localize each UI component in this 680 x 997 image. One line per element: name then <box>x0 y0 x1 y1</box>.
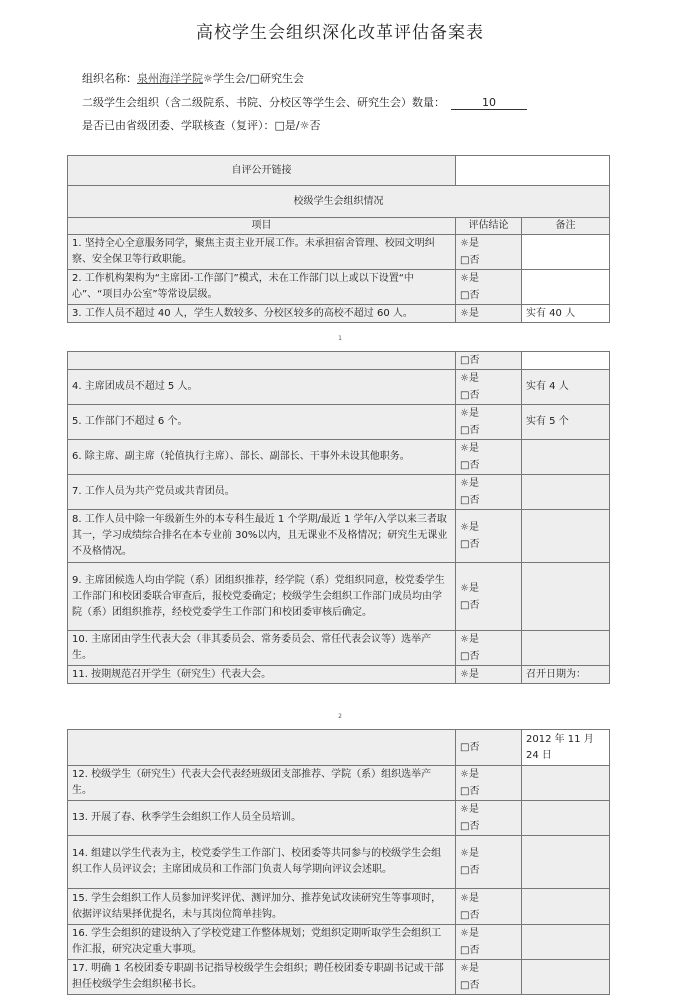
page-title: 高校学生会组织深化改革评估备案表 <box>196 23 484 43</box>
header-remark: 备注 <box>522 218 610 235</box>
row-text: 13. 开展了春、秋季学生会组织工作人员全员培训。 <box>68 801 456 836</box>
yes-option[interactable]: ☼是 <box>460 308 479 319</box>
table-row <box>68 405 610 440</box>
yes-option[interactable]: ☼是 <box>460 928 479 939</box>
row-remark <box>522 801 610 836</box>
table-row <box>68 270 610 305</box>
row-text: 1. 坚持全心全意服务同学，聚焦主责主业开展工作。未承担宿舍管理、校园文明纠察、安全保卫等行政职能。 <box>68 235 456 270</box>
row-text: 2. 工作机构架构为“主席团-工作部门”模式，未在工作部门以上或以下设置“中心”、“项目办公室”等常设层级。 <box>68 270 456 305</box>
yes-option[interactable]: ☼是 <box>460 963 479 974</box>
table-row <box>68 730 610 766</box>
table-row <box>68 666 610 684</box>
self-eval-link-label: 自评公开链接 <box>68 156 456 186</box>
yes-option[interactable]: ☼是 <box>460 769 479 780</box>
table-row <box>68 836 610 889</box>
table-row <box>68 960 610 995</box>
assessment-table-page2 <box>67 351 610 684</box>
row-conclusion[interactable] <box>456 889 522 925</box>
row-text-continued <box>68 352 456 370</box>
row-text: 8. 工作人员中除一年级新生外的本专科生最近 1 个学期/最近 1 学年/入学以来三者取其一，学习成绩综合排名在本专业前 30%以内，且无课业不及格情况；研究生无课业不及格情况。 <box>68 510 456 563</box>
row-text: 14. 组建以学生代表为主，校党委学生工作部门、校团委等共同参与的校级学生会组织工作人员评议会；主席团成员和工作部门负责人每学期向评议会述职。 <box>68 836 456 889</box>
row-remark <box>522 270 610 305</box>
no-option[interactable]: □否 <box>460 290 480 301</box>
yes-option[interactable]: ☼是 <box>460 669 479 680</box>
row-text: 7. 工作人员为共产党员或共青团员。 <box>68 475 456 510</box>
row-conclusion[interactable] <box>456 801 522 836</box>
yes-option[interactable]: ☼是 <box>460 478 479 489</box>
section-title: 校级学生会组织情况 <box>68 186 610 218</box>
row-remark: 实有 5 个 <box>522 405 610 440</box>
sub-org-count-line <box>82 94 527 110</box>
row-conclusion[interactable] <box>456 960 522 995</box>
org-name-line <box>82 70 304 86</box>
row-conclusion[interactable] <box>456 370 522 405</box>
row-conclusion[interactable] <box>456 270 522 305</box>
yes-option[interactable]: ☼是 <box>460 443 479 454</box>
page-number: 1 <box>338 335 342 342</box>
no-option[interactable]: □否 <box>460 255 480 266</box>
row-text: 10. 主席团由学生代表大会（非其委员会、常务委员会、常任代表会议等）选举产生。 <box>68 631 456 666</box>
row-conclusion[interactable] <box>456 631 522 666</box>
table-row <box>68 305 610 323</box>
row-text: 5. 工作部门不超过 6 个。 <box>68 405 456 440</box>
no-option[interactable]: □否 <box>460 865 480 876</box>
table-row <box>68 631 610 666</box>
row-text: 9. 主席团候选人均由学院（系）团组织推荐，经学院（系）党组织同意，校党委学生工作部门和校团委联合审查后，报校党委确定；校级学生会组织工作部门成员均由学院（系）团组织推荐，经校党委学生工作部门和校团委审核后确定。 <box>68 563 456 631</box>
row-remark: 实有 4 人 <box>522 370 610 405</box>
row-text: 12. 校级学生（研究生）代表大会代表经班级团支部推荐、学院（系）组织选举产生。 <box>68 766 456 801</box>
table-row <box>68 889 610 925</box>
no-option[interactable]: □否 <box>460 786 480 797</box>
yes-option[interactable]: ☼是 <box>460 892 479 904</box>
assessment-table-page1 <box>67 155 610 323</box>
self-eval-link-field[interactable] <box>456 156 610 186</box>
row-remark <box>522 235 610 270</box>
row-remark <box>522 889 610 925</box>
review-label: 是否已由省级团委、学联核查（复评）： <box>82 119 275 132</box>
table-row <box>68 235 610 270</box>
row-conclusion[interactable] <box>456 352 522 370</box>
row-remark <box>522 352 610 370</box>
row-conclusion[interactable] <box>456 510 522 563</box>
sub-org-count-value: 10 <box>451 96 527 110</box>
review-value: □是/☼否 <box>274 119 321 132</box>
table-row <box>68 766 610 801</box>
row-remark: 召开日期为： <box>522 666 610 684</box>
yes-option[interactable]: ☼是 <box>460 408 479 419</box>
yes-option[interactable]: ☼是 <box>460 634 479 645</box>
yes-option[interactable]: ☼是 <box>460 522 479 533</box>
table-row <box>68 801 610 836</box>
row-text: 3. 工作人员不超过 40 人，学生人数较多、分校区较多的高校不超过 60 人。 <box>68 305 456 323</box>
org-name-label: 组织名称： <box>82 72 137 85</box>
header-item: 项目 <box>68 218 456 235</box>
row-text: 16. 学生会组织的建设纳入了学校党建工作整体规划；党组织定期听取学生会组织工作汇报，研究决定重大事项。 <box>68 925 456 960</box>
no-option[interactable]: □否 <box>460 980 480 991</box>
no-option[interactable]: □否 <box>460 539 480 550</box>
row-text: 15. 学生会组织工作人员参加评奖评优、测评加分、推荐免试攻读研究生等事项时，依据评议结果择优提名，未与其岗位简单挂钩。 <box>68 889 456 925</box>
no-option[interactable]: □否 <box>460 651 480 662</box>
yes-option[interactable]: ☼是 <box>460 238 479 249</box>
yes-option[interactable]: ☼是 <box>460 582 479 594</box>
no-option[interactable]: □否 <box>460 742 480 753</box>
row-remark: 2012 年 11 月 24 日 <box>522 730 610 766</box>
row-conclusion[interactable] <box>456 475 522 510</box>
row-remark <box>522 510 610 563</box>
table-row <box>68 352 610 370</box>
row-remark: 实有 40 人 <box>522 305 610 323</box>
yes-option[interactable]: ☼是 <box>460 373 479 384</box>
no-option[interactable]: □否 <box>460 460 480 471</box>
row-conclusion[interactable] <box>456 730 522 766</box>
row-text: 17. 明确 1 名校团委专职副书记指导校级学生会组织；聘任校团委专职副书记或干部担任校级学生会组织秘书长。 <box>68 960 456 995</box>
row-remark <box>522 766 610 801</box>
review-line <box>82 117 320 133</box>
page-number: 2 <box>338 713 342 720</box>
row-conclusion[interactable] <box>456 766 522 801</box>
yes-option[interactable]: ☼是 <box>460 848 479 859</box>
org-name-value: 泉州海洋学院 <box>137 72 203 85</box>
no-option[interactable]: □否 <box>460 945 480 956</box>
row-conclusion[interactable] <box>456 235 522 270</box>
table-row <box>68 440 610 475</box>
no-option[interactable]: □否 <box>460 599 480 611</box>
row-remark <box>522 563 610 631</box>
no-option[interactable]: □否 <box>460 495 480 506</box>
row-remark <box>522 631 610 666</box>
row-conclusion[interactable] <box>456 666 522 684</box>
table-row <box>68 475 610 510</box>
no-option[interactable]: □否 <box>460 821 480 832</box>
yes-option[interactable]: ☼是 <box>460 804 479 815</box>
row-conclusion[interactable] <box>456 305 522 323</box>
row-remark <box>522 440 610 475</box>
no-option[interactable]: □否 <box>460 425 480 436</box>
row-conclusion[interactable] <box>456 925 522 960</box>
row-text: 11. 按期规范召开学生（研究生）代表大会。 <box>68 666 456 684</box>
row-remark <box>522 925 610 960</box>
row-text: 6. 除主席、副主席（轮值执行主席）、部长、副部长、干事外未设其他职务。 <box>68 440 456 475</box>
row-remark <box>522 475 610 510</box>
row-text: 4. 主席团成员不超过 5 人。 <box>68 370 456 405</box>
row-conclusion[interactable] <box>456 563 522 631</box>
row-remark <box>522 836 610 889</box>
row-remark <box>522 960 610 995</box>
yes-option[interactable]: ☼是 <box>460 273 479 284</box>
header-conclusion: 评估结论 <box>456 218 522 235</box>
assessment-table-page3 <box>67 729 610 995</box>
no-option[interactable]: □否 <box>460 390 480 401</box>
table-row <box>68 563 610 631</box>
no-option[interactable]: □否 <box>460 355 480 366</box>
row-text-continued <box>68 730 456 766</box>
table-row <box>68 510 610 563</box>
row-conclusion[interactable] <box>456 440 522 475</box>
no-option[interactable]: □否 <box>460 909 480 921</box>
row-conclusion[interactable] <box>456 405 522 440</box>
table-row <box>68 370 610 405</box>
sub-org-count-label: 二级学生会组织（含二级院系、书院、分校区等学生会、研究生会）数量： <box>82 96 445 109</box>
table-row <box>68 925 610 960</box>
org-type-options: ☼学生会/□研究生会 <box>203 72 304 85</box>
row-conclusion[interactable] <box>456 836 522 889</box>
